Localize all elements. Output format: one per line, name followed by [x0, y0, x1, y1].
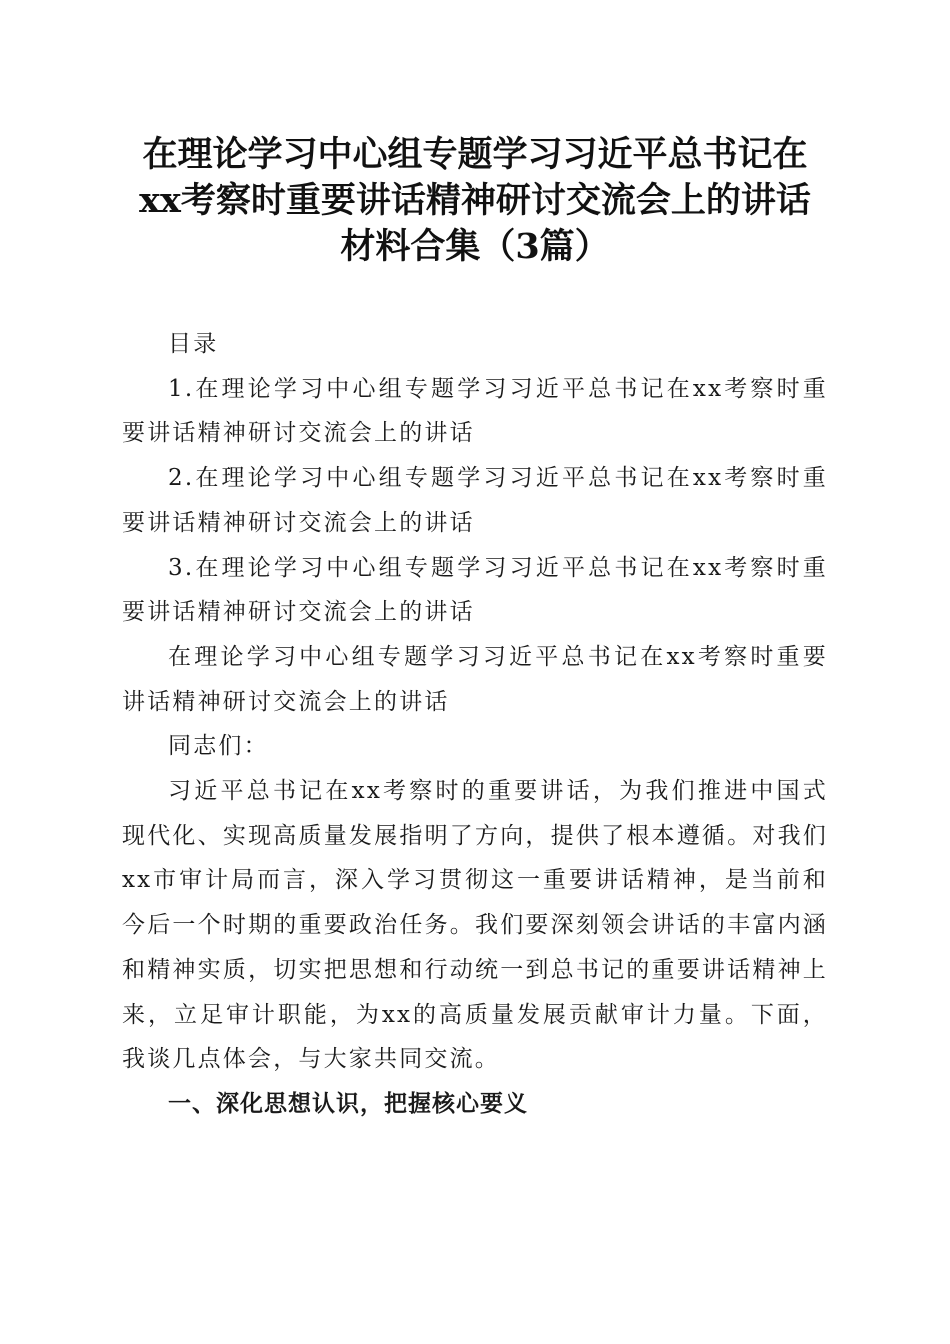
document-title [110, 132, 840, 270]
intro-paragraph: 习近平总书记在xx考察时的重要讲话，为我们推进中国式现代化、实现高质量发展指明了方向，提供了根本遵循。对我们xx市审计局而言，深入学习贯彻这一重要讲话精神，是当前和今后一个时期的重要政治任务。我们要深刻领会讲话的丰富内涵和精神实质，切实把思想和行动统一到总书记的重要讲话精神上来，立足审计职能，为xx的高质量发展贡献审计力量。下面，我谈几点体会，与大家共同交流。 [122, 778, 828, 1073]
title-line-3: 材料合集（3篇） [340, 226, 610, 267]
toc-item-2: 2.在理论学习中心组专题学习习近平总书记在xx考察时重要讲话精神研讨交流会上的讲话 [122, 465, 828, 536]
toc-label: 目录 [168, 331, 219, 357]
salutation: 同志们： [168, 733, 269, 760]
title-line-1: 在理论学习中心组专题学习习近平总书记在 [142, 134, 808, 175]
title-line-2: xx考察时重要讲话精神研讨交流会上的讲话 [139, 180, 811, 221]
article-title: 在理论学习中心组专题学习习近平总书记在xx考察时重要讲话精神研讨交流会上的讲话 [122, 643, 828, 715]
toc-item-1: 1.在理论学习中心组专题学习习近平总书记在xx考察时重要讲话精神研讨交流会上的讲话 [122, 375, 828, 447]
document-body [122, 322, 828, 1127]
toc-item-3: 3.在理论学习中心组专题学习习近平总书记在xx考察时重要讲话精神研讨交流会上的讲话 [122, 554, 828, 626]
section-heading-1: 一、深化思想认识，把握核心要义 [168, 1090, 528, 1117]
